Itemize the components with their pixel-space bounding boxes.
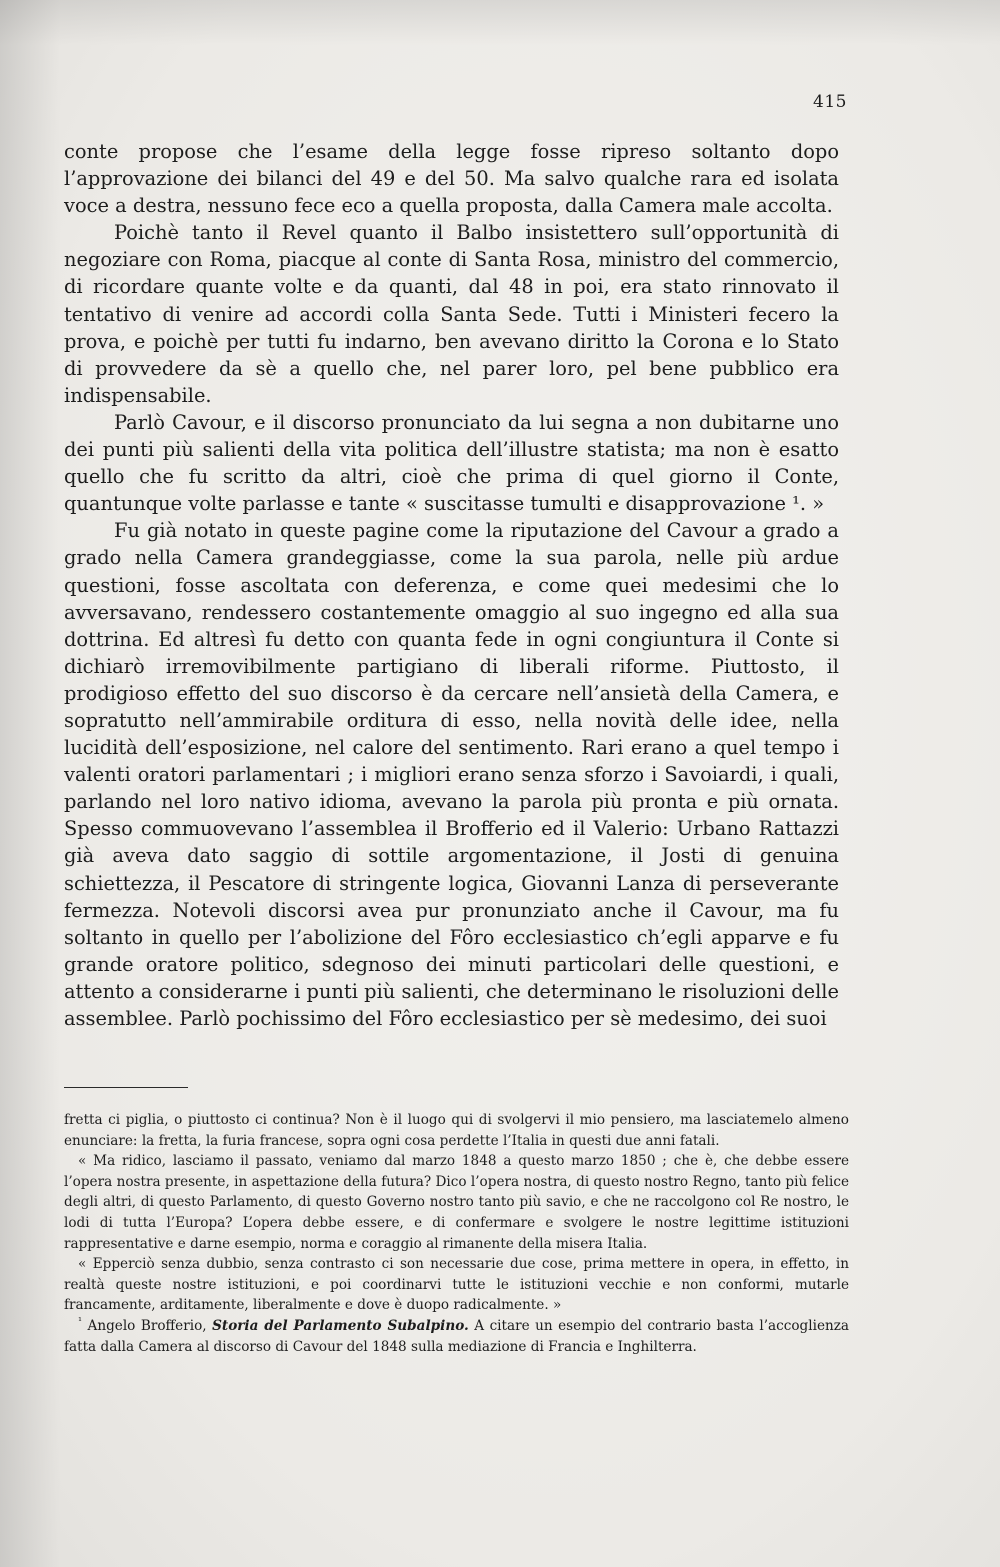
footnote: fretta ci piglia, o piuttosto ci continua? Non è il luogo qui di svolgervi il mio pensiero, ma lasciatemelo almeno enunciare: la fretta, la furia francese, sopra ogni cosa perdette l’Italia in questi due anni fatali. <box>64 1112 849 1149</box>
footnote-citation <box>64 1316 849 1357</box>
footnote-divider <box>64 1087 188 1088</box>
citation-text: A citare un esempio del contrario basta l’accoglienza fatta dalla Camera al discorso di Cavour del 1848 sulla mediazione di Francia e Inghilterra. <box>64 1317 850 1355</box>
footnote-marker: ¹ <box>78 1316 83 1328</box>
paragraph: Parlò Cavour, e il discorso pronunciato da lui segna a non dubitarne uno dei punti più salienti della vita politica dell’illustre statista; ma non è esatto quello che fu scritto da altri, cioè che prima di quel giorno il Conte, quantunque volte parlasse e tante « suscitasse tumulti e disapprovazione ¹. » <box>64 410 839 516</box>
page-number: 415 <box>813 92 847 112</box>
scan-shadow-left <box>0 0 60 1567</box>
paragraph: Poichè tanto il Revel quanto il Balbo insistettero sull’opportunità di negoziare con Roma, piacque al conte di Santa Rosa, ministro del commercio, di ricordare quante volte e da quanti, dal 48 in poi, era stato rinnovato il tentativo di venire ad accordi colla Santa Sede. Tutti i Ministeri fecero la prova, e poichè per tutti fu indarno, ben avevano diritto la Corona e lo Stato di provvedere da sè a quello che, nel parer loro, pel bene pubblico era indispensabile. <box>64 221 839 407</box>
footnote: « Epperciò senza dubbio, senza contrasto ci son necessarie due cose, prima mettere in opera, in effetto, in realtà queste nostre istituzioni, e poi coordinarvi tutte le istituzioni vecchie e non conformi, mutarle francamente, arditamente, liberalmente e dove è duopo radicalmente. » <box>64 1256 849 1314</box>
footnotes <box>64 1110 849 1357</box>
paragraph: conte propose che l’esame della legge fosse ripreso soltanto dopo l’approvazione dei bilanci del 49 e del 50. Ma salvo qualche rara ed isolata voce a destra, nessuno fece eco a quella proposta, dalla Camera male accolta. <box>64 140 839 218</box>
body-text <box>64 138 839 1032</box>
paragraph: Fu già notato in queste pagine come la riputazione del Cavour a grado a grado nella Camera grandeggiasse, come la sua parola, nelle più ardue questioni, fosse ascoltata con deferenza, e come quei medesimi che lo avversavano, rendessero costantemente omaggio al suo ingegno ed alla sua dottrina. Ed altresì fu detto con quanta fede in ogni congiuntura il Conte si dichiarò irremovibilmente partigiano di liberali riforme. Piuttosto, il prodigioso effetto del suo discorso è da cercare nell’ansietà della Camera, e sopratutto nell’ammirabile orditura di esso, nella novità delle idee, nella lucidità dell’esposizione, nel calore del sentimento. Rari erano a quel tempo i valenti oratori parlamentari ; i migliori erano senza sforzo i Savoiardi, i quali, parlando nel loro nativo idioma, avevano la parola più pronta e più ornata. Spesso commuovevano l’assemblea il Brofferio ed il Valerio: Urbano Rattazzi già aveva dato saggio di sottile argomentazione, il Josti di genuina schiettezza, il Pescatore di stringente logica, Giovanni Lanza di perseverante fermezza. Notevoli discorsi avea pur pronunziato anche il Cavour, ma fu soltanto in quello per l’abolizione del Fôro ecclesiastico ch’egli apparve e fu grande oratore politico, sdegnoso dei minuti particolari delle questioni, e attento a considerarne i punti più salienti, che determinano le risoluzioni delle assemblee. Parlò pochissimo del Fôro ecclesiastico per sè medesimo, dei suoi <box>64 519 839 1030</box>
footnote: « Ma ridico, lasciamo il passato, veniamo dal marzo 1848 a questo marzo 1850 ; che è, che debbe essere l’opera nostra presente, in aspettazione della futura? Dico l’opera nostra, di questo nostro Regno, tanto più felice degli altri, di questo Parlamento, di questo Governo nostro tanto più savio, e che ne raccolgono col Re nostro, le lodi di tutta l’Europa? L’opera debbe essere, e di confermare e svolgere le nostre legittime istituzioni rappresentative e darne esempio, norma e coraggio al rimanente della misera Italia. <box>64 1153 849 1252</box>
citation-title: Storia del Parlamento Subalpino. <box>212 1317 469 1334</box>
scan-shadow-top <box>0 0 1000 45</box>
citation-author: Angelo Brofferio, <box>87 1317 207 1334</box>
